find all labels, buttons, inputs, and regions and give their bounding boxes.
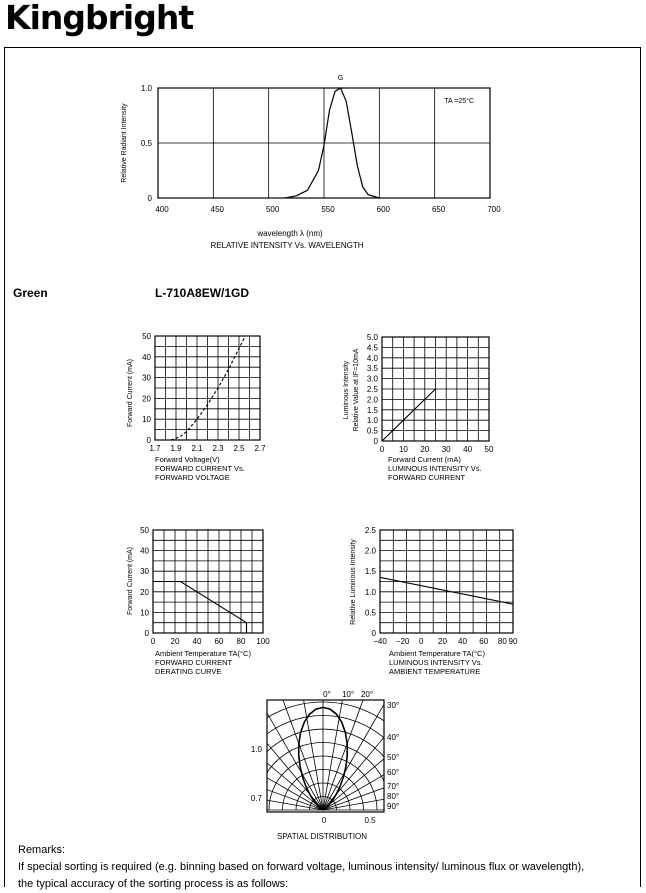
chart-3-ytick-label: 10 [140,608,149,618]
chart-3-series-line [153,582,247,634]
chart-1-xtick-label: 1.7 [149,444,161,453]
chart-4-xtick-label: 80 [497,637,507,646]
chart-5-angle-label: 90° [387,802,400,811]
chart-4-xtick-label: 20 [438,637,447,646]
chart-1-ytick-label: 10 [142,415,151,425]
chart-5-radial-label: 1.0 [250,745,262,754]
chart-2-ytick-label: 2.5 [366,385,378,394]
chart-0-xtick-label: 650 [431,205,446,214]
chart-2-ytick-label: 3.0 [366,374,378,384]
chart-2-xtick-label: 0 [379,445,385,454]
chart-2-ytick-label: 4.5 [366,343,378,353]
remarks-title: Remarks: [18,844,66,856]
chart-5-grid [172,659,474,810]
chart-2-xtick-label: 10 [398,445,408,454]
remarks-line-2: the typical accuracy of the sorting process is as follows: [18,878,289,890]
chart-4-title-line2: AMBIENT TEMPERATURE [389,667,481,676]
chart-1-title: FORWARD CURRENT Vs. [155,464,245,473]
chart-3-xtick-label: 20 [170,637,180,646]
chart-4-ytick-label: 1.5 [364,567,376,577]
chart-5-xtick-label: 0 [321,816,327,825]
chart-4-xtick-label: −20 [395,637,410,646]
chart-1-ytick-label: 50 [142,332,151,341]
chart-2-xtick-label: 50 [484,445,494,454]
chart-3-title-line2: DERATING CURVE [155,667,222,676]
chart-0-ylabel: Relative Radiant Intensity [121,103,128,183]
chart-3-ytick-label: 50 [140,526,149,535]
chart-4-xtick-label: 60 [479,637,489,646]
chart-4-xtick-label: −40 [373,637,387,646]
chart-5-angle-label: 0° [323,690,331,699]
chart-5-angle-label: 50° [387,753,400,762]
chart-2-xlabel: Forward Current (mA) [388,455,461,464]
chart-1-ytick-label: 40 [142,352,151,362]
chart-5-xtick-label: 0.5 [364,816,376,825]
chart-3-xtick-label: 60 [214,637,224,646]
chart-2-ytick-label: 2.0 [366,395,378,405]
chart-3-ytick-label: 20 [140,587,149,597]
chart-3-ytick-label: 0 [144,629,149,638]
chart-2-title-line2: FORWARD CURRENT [388,473,466,482]
chart-2-ytick-label: 3.5 [366,364,378,374]
chart-0-xlabel: wavelength λ (nm) [257,229,323,238]
chart-3-xtick-label: 80 [236,637,246,646]
chart-4-ytick-label: 1.0 [364,587,376,597]
chart-0-xtick-label: 500 [265,205,280,214]
chart-0-title: RELATIVE INTENSITY Vs. WAVELENGTH [210,241,364,250]
chart-5-angle-label: 40° [387,733,400,742]
chart-2-ytick-label: 0 [373,437,378,446]
chart-3-xtick-label: 40 [192,637,202,646]
chart-1-ytick-label: 20 [142,394,151,404]
chart-3-title: FORWARD CURRENT [155,658,233,667]
chart-4-xlabel: Ambient Temperature TA(°C) [389,649,485,658]
chart-4-ylabel: Relative Luminous Intensity [350,539,357,625]
chart-3-xtick-label: 0 [150,637,156,646]
chart-5-angle-label: 20° [360,690,374,699]
chart-2-title: LUMINOUS INTENSITY Vs. [388,464,482,473]
chart-1-xtick-label: 1.9 [170,444,182,453]
chart-1-ytick-label: 30 [142,373,151,383]
chart-2-ytick-label: 1.0 [366,416,378,426]
chart-5-angle-label: 80° [387,792,400,801]
chart-3-ytick-label: 30 [140,567,149,577]
chart-5-angle-label: 70° [387,782,400,791]
chart-2-xtick-label: 40 [463,445,473,454]
chart-5-title: SPATIAL DISTRIBUTION [276,832,368,841]
chart-4-ytick-label: 0.5 [364,608,376,618]
chart-3-xlabel: Ambient Temperature TA(°C) [155,649,251,658]
color-label: Green [13,286,48,300]
chart-4-ytick-label: 2.5 [364,526,376,535]
chart-1-ylabel: Forward Current (mA) [127,358,134,428]
chart-2-xtick-label: 30 [441,445,451,454]
chart-2-ytick-label: 0.5 [366,426,378,436]
chart-2-series-line [382,389,436,441]
chart-4-title: LUMINOUS INTENSITY Vs. [389,658,483,667]
chart-0-xtick-label: 550 [321,205,335,214]
chart-0-ytick-label: 1.0 [140,84,152,93]
chart-0-ytick-label: 0.5 [140,139,152,148]
chart-5-radial-label: 0.7 [250,794,262,803]
chart-2-ylabel-line2: Relative Value at IF=10mA [353,348,360,432]
chart-1-xtick-label: 2.5 [233,444,245,453]
chart-0-ytick-label: 0 [147,194,152,203]
chart-2-ytick-label: 1.5 [366,405,378,415]
chart-4-xtick-label: 40 [458,637,467,646]
chart-5-angle-label: 10° [341,690,355,699]
chart-1-xlabel: Forward Voltage(V) [155,455,220,464]
chart-4-ytick-label: 0 [371,629,376,638]
chart-0-xtick-label: 600 [376,205,391,214]
chart-3-xtick-label: 100 [256,637,270,646]
chart-3-ylabel: Forward Current (mA) [127,546,134,616]
part-number: L-710A8EW/1GD [155,286,250,300]
chart-4-xtick-label: 0 [419,637,424,646]
chart-1-ytick-label: 0 [146,436,151,445]
chart-3-ytick-label: 40 [140,546,149,556]
chart-5-angle-label: 60° [387,768,400,777]
chart-0-peak-label: G [337,75,344,82]
chart-0-xtick-label: 450 [210,205,225,214]
chart-4-ytick-label: 2.0 [364,546,376,556]
chart-1-title-line2: FORWARD VOLTAGE [155,473,230,482]
chart-2-ylabel: Luminous Intensity [343,360,350,420]
chart-2-xtick-label: 20 [420,445,430,454]
chart-0-xtick-label: 400 [155,205,169,214]
brand-logo: Kingbright [5,0,194,37]
chart-1-xtick-label: 2.3 [212,444,224,453]
chart-1-xtick-label: 2.7 [254,444,266,453]
chart-2-ytick-label: 4.0 [366,353,378,363]
chart-2-ytick-label: 5.0 [366,333,378,342]
chart-0-temp-label: TA =25°C [444,98,474,105]
remarks-line-1: If special sorting is required (e.g. binning based on forward voltage, luminous intensity/ luminous flux or wavelength), [18,861,585,873]
chart-1-xtick-label: 2.1 [191,444,203,453]
chart-5-angle-label: 30° [387,701,400,710]
chart-0-xtick-label: 700 [487,205,501,214]
chart-4-xtick-label: 90 [508,637,518,646]
